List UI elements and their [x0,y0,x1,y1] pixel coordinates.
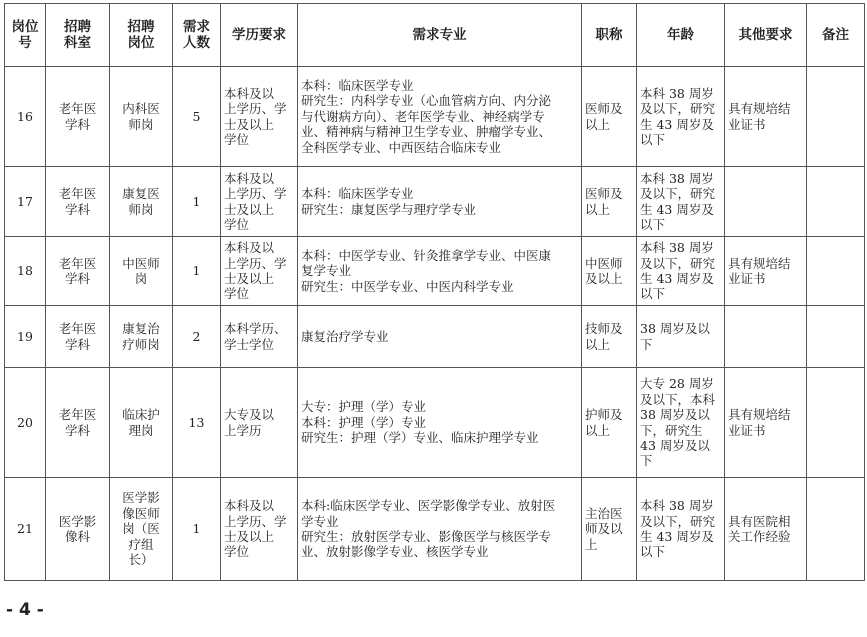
cell-major: 本科：临床医学专业 研究生：内科学专业（心血管病方向、内分泌 与代谢病方向）、老年医学专业、神经病学专 业、精神病与精神卫生学专业、肿瘤学专业、 全科医学专业、中西医结合临床专业 [298,67,582,167]
cell-position: 内科医 师岗 [110,67,173,167]
cell-age: 本科 38 周岁 及以下，研究 生 43 周岁及 以下 [637,478,725,581]
header-age: 年龄 [637,4,725,67]
cell-department: 老年医 学科 [46,237,110,306]
cell-headcount: 1 [173,167,221,237]
header-post-number: 岗位 号 [5,4,46,67]
cell-other: 具有医院相 关工作经验 [725,478,807,581]
cell-title: 技师及 以上 [582,306,637,368]
table-row [5,478,865,581]
table-row [5,368,865,478]
cell-title: 中医师 及以上 [582,237,637,306]
cell-department: 老年医 学科 [46,67,110,167]
cell-age: 本科 38 周岁 及以下，研究 生 43 周岁及 以下 [637,167,725,237]
cell-education: 大专及以 上学历 [221,368,298,478]
cell-note [807,67,865,167]
cell-headcount: 13 [173,368,221,478]
header-major: 需求专业 [298,4,582,67]
cell-position: 临床护 理岗 [110,368,173,478]
cell-age: 本科 38 周岁 及以下，研究 生 43 周岁及 以下 [637,237,725,306]
cell-position: 中医师 岗 [110,237,173,306]
cell-title: 医师及 以上 [582,67,637,167]
cell-department: 老年医 学科 [46,306,110,368]
cell-headcount: 1 [173,237,221,306]
cell-note [807,368,865,478]
cell-headcount: 5 [173,67,221,167]
cell-other [725,167,807,237]
header-department: 招聘 科室 [46,4,110,67]
cell-department: 老年医 学科 [46,368,110,478]
cell-major: 康复治疗学专业 [298,306,582,368]
cell-post-number: 18 [5,237,46,306]
page-number: - 4 - [6,600,44,620]
cell-education: 本科及以 上学历、学 士及以上 学位 [221,67,298,167]
cell-post-number: 16 [5,67,46,167]
table-row [5,167,865,237]
header-note: 备注 [807,4,865,67]
cell-education: 本科及以 上学历、学 士及以上 学位 [221,237,298,306]
cell-department: 老年医 学科 [46,167,110,237]
cell-education: 本科及以 上学历、学 士及以上 学位 [221,167,298,237]
cell-age: 本科 38 周岁 及以下，研究 生 43 周岁及 以下 [637,67,725,167]
cell-position: 医学影 像医师 岗（医 疗组 长） [110,478,173,581]
header-other: 其他要求 [725,4,807,67]
cell-note [807,306,865,368]
cell-title: 护师及 以上 [582,368,637,478]
cell-major: 本科：中医学专业、针灸推拿学专业、中医康 复学专业 研究生：中医学专业、中医内科学专业 [298,237,582,306]
cell-other: 具有规培结 业证书 [725,67,807,167]
cell-title: 医师及 以上 [582,167,637,237]
cell-position: 康复医 师岗 [110,167,173,237]
header-headcount: 需求 人数 [173,4,221,67]
cell-post-number: 19 [5,306,46,368]
cell-headcount: 1 [173,478,221,581]
cell-position: 康复治 疗师岗 [110,306,173,368]
recruitment-table [4,3,865,581]
cell-note [807,167,865,237]
table-row [5,67,865,167]
cell-department: 医学影 像科 [46,478,110,581]
header-title: 职称 [582,4,637,67]
cell-major: 本科:临床医学专业、医学影像学专业、放射医 学专业 研究生：放射医学专业、影像医学与核医学专 业、放射影像学专业、核医学专业 [298,478,582,581]
cell-other: 具有规培结 业证书 [725,368,807,478]
cell-major: 本科：临床医学专业 研究生：康复医学与理疗学专业 [298,167,582,237]
cell-title: 主治医 师及以 上 [582,478,637,581]
table-row [5,306,865,368]
cell-major: 大专：护理（学）专业 本科：护理（学）专业 研究生：护理（学）专业、临床护理学专业 [298,368,582,478]
cell-other: 具有规培结 业证书 [725,237,807,306]
table-row [5,237,865,306]
cell-post-number: 20 [5,368,46,478]
cell-post-number: 17 [5,167,46,237]
cell-education: 本科学历、 学士学位 [221,306,298,368]
cell-education: 本科及以 上学历、学 士及以上 学位 [221,478,298,581]
cell-age: 大专 28 周岁 及以下，本科 38 周岁及以 下，研究生 43 周岁及以 下 [637,368,725,478]
table-header-row [5,4,865,67]
cell-headcount: 2 [173,306,221,368]
cell-note [807,478,865,581]
header-education: 学历要求 [221,4,298,67]
cell-post-number: 21 [5,478,46,581]
header-position: 招聘 岗位 [110,4,173,67]
cell-age: 38 周岁及以 下 [637,306,725,368]
cell-note [807,237,865,306]
cell-other [725,306,807,368]
